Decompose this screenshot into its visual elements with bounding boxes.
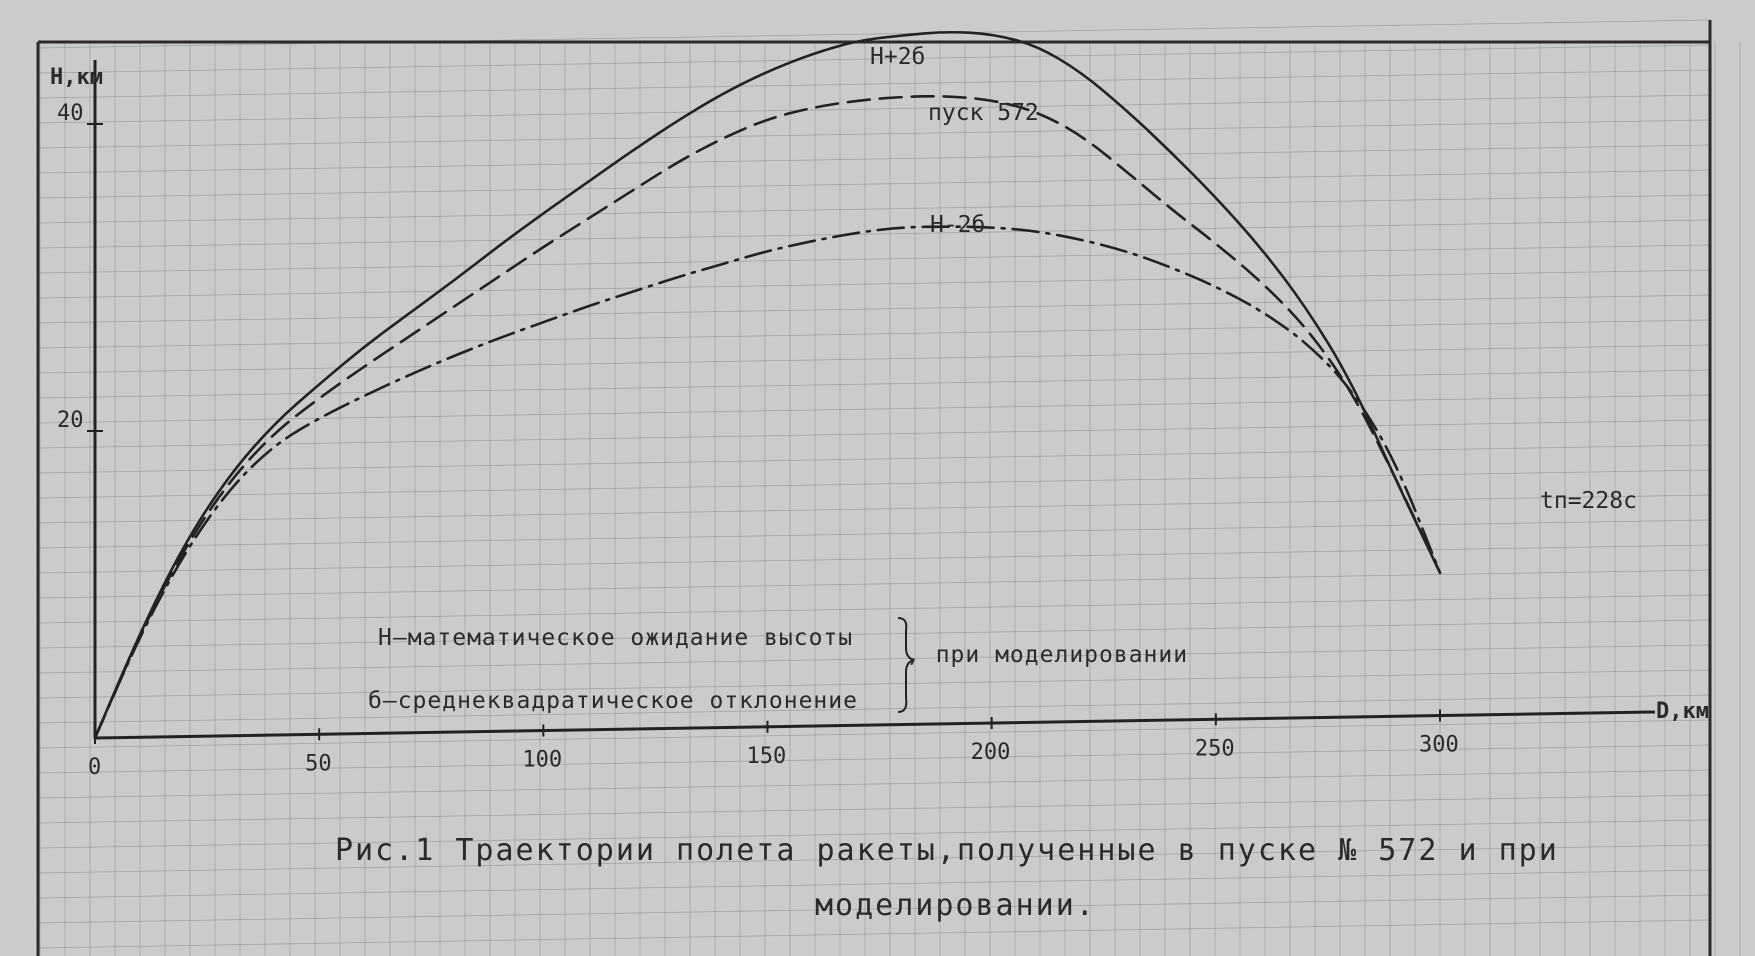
series-label-flight: пуск 572 (928, 100, 1039, 126)
end-time-annotation: tп=228с (1540, 488, 1637, 514)
y-tick-label: 20 (57, 408, 84, 433)
x-tick-label: 0 (88, 755, 102, 780)
x-tick-label: 200 (970, 740, 1011, 766)
x-tick-label: 250 (1194, 736, 1235, 762)
legend-brace-note: , при моделировании (906, 642, 1189, 668)
x-tick-label: 150 (746, 743, 787, 769)
series-label-lower: H-2б (930, 212, 986, 238)
x-tick-label: 100 (522, 747, 563, 773)
x-axis-title: D,км (1656, 699, 1709, 724)
x-tick-label: 50 (305, 751, 332, 777)
y-axis-title: H,км (50, 65, 103, 90)
series-label-upper: H+2б (870, 44, 926, 70)
y-tick-label: 40 (57, 101, 84, 126)
legend-line-1: H–математическое ожидание высоты (378, 625, 854, 651)
x-tick-label: 300 (1419, 732, 1459, 758)
figure-caption-line-1: Рис.1 Траектории полета ракеты,полученные в пуске № 572 и при (335, 833, 1559, 868)
figure-caption-line-2: моделировании. (815, 888, 1096, 923)
legend-line-2: б–среднеквадратическое отклонение (368, 688, 858, 714)
